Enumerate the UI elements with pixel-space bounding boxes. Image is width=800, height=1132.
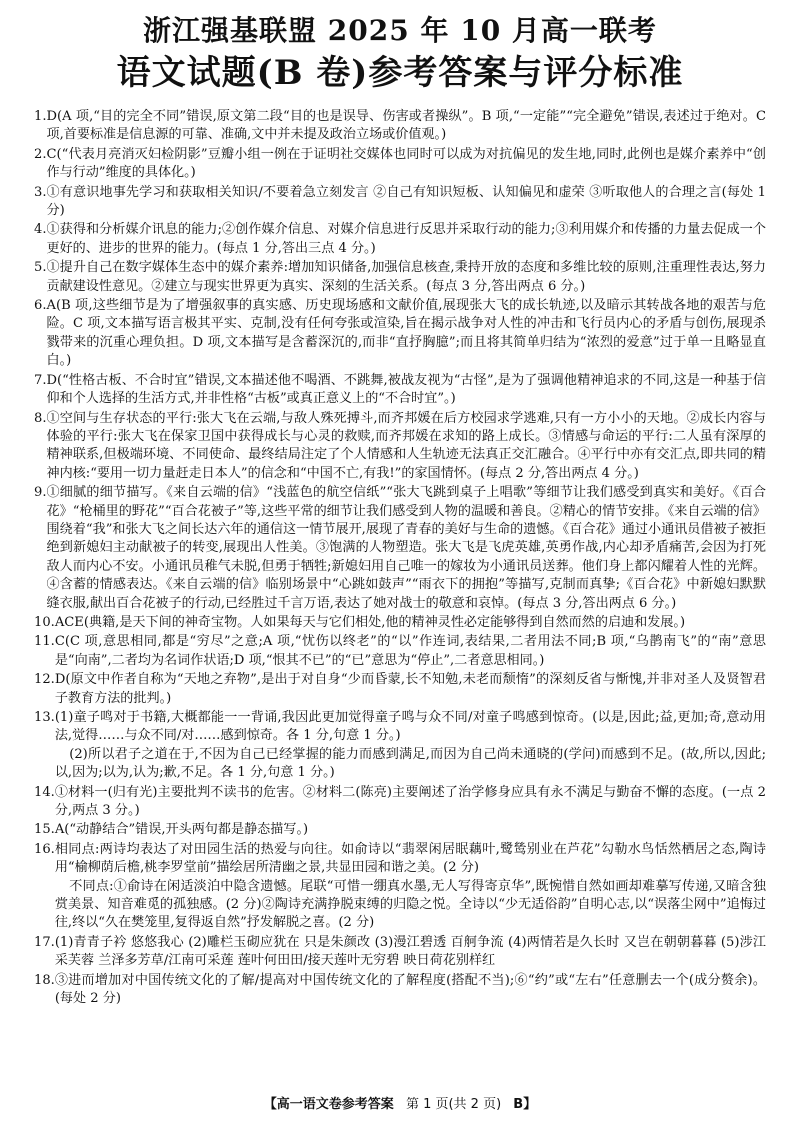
- answer-text: [47, 108, 767, 145]
- page-footer: [0, 1093, 800, 1112]
- answer-item: [34, 410, 766, 484]
- answer-main-text: ①细腻的细节描写。《来自云端的信》“浅蓝色的航空信纸”“张大飞跳到桌子上唱歌”等细节让我们感受到真实和美好。《百合花》“枪桶里的野花”“百合花被子”等,这些平常的细节让我们感受到人物的温暖和善良。②精心的情节安排。《来自云端的信》围绕着“我”和张大飞之间长达六年的通信这一情节展开,展现了青春的美好与生命的遗憾。《百合花》通过小通讯员借被子被拒绝到新媳妇主动献被子的转变,展现出人性美。③饱满的人物塑造。张大飞是飞虎英雄,英勇作战,内心却矛盾痛苦,会因为打死敌人而内心不安。小通讯员稚气未脱,但勇于牺牲;新媳妇用自己唯一的嫁妆为小通讯员送葬。他们身上都闪耀着人性的光辉。④含蓄的情感表达。《来自云端的信》临别场景中“心跳如鼓声”“雨衣下的拥抱”等描写,克制而真挚;《百合花》中新媳妇默默缝衣服,献出百合花被子的行动,已经胜过千言万语,表达了她对战士的敬意和哀悼。(每点 3 分,答出两点 6 分。): [46, 485, 767, 611]
- answer-text: [47, 259, 767, 296]
- answer-item: [34, 784, 766, 821]
- answer-text: [55, 972, 766, 1009]
- answer-item: [34, 184, 766, 221]
- answer-main-text: ①有意识地事先学习和获取相关知识/不要着急立刻发言 ②自己有知识短板、认知偏见和虚荣 ③听取他人的合理之言(每处 1 分): [46, 184, 766, 219]
- answer-number: 4.: [34, 222, 47, 238]
- answer-main-text: 相同点:两诗均表达了对田园生活的热爱与向往。如俞诗以“翡翠闲居眠藕叶,鹭鸶别业在芦花”勾勒水鸟恬然栖居之态,陶诗用“榆柳荫后檐,桃李罗堂前”描绘居所清幽之景,共显田园和谐之美。(2 分): [54, 841, 766, 876]
- answer-item: [34, 671, 766, 708]
- answer-number: 11.: [34, 634, 55, 650]
- answer-main-text: D(A 项,“目的完全不同”错误,原文第二段“目的也是误导、伤害或者操纵”。B 项,“一定能”“完全避免”错误,表述过于绝对。C 项,首要标准是信息源的可靠、准确,文中并未提及政治立场或价值观。): [46, 109, 766, 143]
- answer-text: [55, 841, 766, 933]
- answer-text: [55, 633, 766, 670]
- answer-item: [34, 633, 766, 670]
- answer-item: [34, 821, 766, 839]
- answer-list: [34, 108, 766, 1009]
- answer-number: 16.: [34, 841, 55, 857]
- answer-number: 12.: [34, 672, 55, 688]
- answer-item: [34, 972, 766, 1009]
- answer-main-text: (1)童子鸣对于书籍,大概都能一一背诵,我因此更加觉得童子鸣与众不同/对童子鸣感到惊奇。(以是,因此;益,更加;奇,意动用法,觉得……与众不同/对……感到惊奇。各 1 分,句意 1 分。): [54, 710, 766, 744]
- answer-main-text: ①材料一(归有光)主要批判不读书的危害。②材料二(陈亮)主要阐述了治学修身应具有永不满足与勤奋不懈的态度。(一点 2 分,两点 3 分。): [54, 784, 766, 819]
- answer-text: [55, 614, 766, 632]
- answer-main-text: D(“性格古板、不合时宜”错误,文本描述他不喝酒、不跳舞,被战友视为“古怪”,是为了强调他精神追求的不同,这是一种基于信仰和个人选择的生活方式,并非性格“古板”或真正意义上的“不合时宜”。): [46, 372, 766, 407]
- answer-main-text: D(原文中作者自称为“天地之弃物”,是出于对自身“少而昏蒙,长不知勉,未老而颓惰”的深刻反省与惭愧,并非对圣人及贤智君子教育方法的批判。): [54, 672, 766, 706]
- answer-main-text: C(C 项,意思相同,都是“穷尽”之意;A 项,“忧伤以终老”的“以”作连词,表结果,二者用法不同;B 项,“乌鹊南飞”的“南”意思是“向南”,二者均为名词作状语;D 项,“恨其不已”的“已”意思为“停止”,二者意思相同。): [54, 634, 766, 668]
- footer-course-label: 【高一语文卷参考答案: [263, 1097, 394, 1112]
- answer-item: [34, 259, 766, 296]
- answer-main-text: (1)青青子衿 悠悠我心 (2)雕栏玉砌应犹在 只是朱颜改 (3)漫江碧透 百舸争流 (4)两情若是久长时 又岂在朝朝暮暮 (5)涉江采芙蓉 兰泽多芳草/江南可采莲 莲叶何田田/接天莲叶无穷碧 映日荷花别样红: [54, 934, 766, 969]
- answer-number: 1.: [34, 109, 47, 124]
- answer-number: 18.: [34, 972, 55, 988]
- answer-text: [47, 484, 767, 613]
- answer-text: [47, 221, 767, 258]
- answer-number: 5.: [34, 260, 47, 276]
- answer-text: [47, 184, 767, 221]
- answer-text: [55, 934, 766, 971]
- answer-text: [47, 146, 767, 183]
- answer-number: 17.: [34, 934, 55, 950]
- answer-item: [34, 934, 766, 971]
- answer-item: [34, 297, 766, 371]
- answer-item: [34, 221, 766, 258]
- answer-text: [55, 709, 766, 783]
- answer-main-text: ③进而增加对中国传统文化的了解/提高对中国传统文化的了解程度(搭配不当);⑥“约”或“左右”任意删去一个(成分赘余)。(每处 2 分): [54, 972, 766, 1007]
- answer-item: [34, 841, 766, 933]
- footer-version-label: B】: [513, 1097, 537, 1112]
- answer-main-text: ①获得和分析媒介讯息的能力;②创作媒介信息、对媒介信息进行反思并采取行动的能力;③利用媒介和传播的力量去促成一个更好的、进步的世界的能力。(每点 1 分,答出三点 4 分。): [46, 222, 766, 256]
- answer-item: [34, 709, 766, 783]
- answer-item: [34, 484, 766, 613]
- answer-text: [47, 410, 767, 484]
- answer-number: 13.: [34, 710, 55, 725]
- answer-number: 14.: [34, 784, 55, 800]
- answer-sub-text: (2)所以君子之道在于,不因为自己已经掌握的能力而感到满足,而因为自己尚未通晓的(学问)而感到不足。(故,所以,因此;以,因为;以为,认为;歉,不足。各 1 分,句意 1 分。): [54, 746, 766, 781]
- exam-title: 浙江强基联盟 2025 年 10 月高一联考: [143, 14, 657, 47]
- answer-number: 8.: [34, 410, 47, 426]
- footer-page-number: 第 1 页(共 2 页): [405, 1097, 502, 1112]
- answer-main-text: ACE(典籍,是天下间的神奇宝物。人如果每天与它们相处,他的精神灵性必定能够得到自然而然的启迪和发展。): [54, 614, 686, 630]
- answer-text: [55, 821, 766, 839]
- answer-main-text: A(“动静结合”错误,开头两句都是静态描写。): [54, 822, 309, 838]
- answer-number: 10.: [34, 614, 55, 630]
- answer-item: [34, 614, 766, 632]
- answer-item: [34, 146, 766, 183]
- answer-text: [47, 297, 767, 371]
- answer-number: 15.: [34, 822, 55, 838]
- answer-item: [34, 108, 766, 145]
- answer-item: [34, 372, 766, 409]
- answer-number: 6.: [34, 298, 47, 314]
- answer-main-text: A(B 项,这些细节是为了增强叙事的真实感、历史现场感和文献价值,展现张大飞的成长轨迹,以及暗示其转战各地的艰苦与危险。C 项,文本描写语言极其平实、克制,没有任何夸张或渲染,旨在揭示战争对人性的冲击和飞行员内心的矛盾与创伤,展现杀戮带来的沉重心理负担。D 项,文本描写是含蓄深沉的,而非“直抒胸臆”;而且将其简单归结为“浓烈的爱意”过于单一且略显直白。): [46, 298, 766, 369]
- answer-number: 9.: [34, 485, 47, 501]
- answer-text: [55, 784, 766, 821]
- answer-text: [55, 671, 766, 708]
- answer-number: 7.: [34, 372, 47, 388]
- answer-main-text: ①空间与生存状态的平行:张大飞在云端,与敌人殊死搏斗,而齐邦媛在后方校园求学逃难,只有一方小小的天地。②成长内容与体验的平行:张大飞在保家卫国中获得成长与心灵的救赎,而齐邦媛在求知的路上成长。③情感与命运的平行:二人虽有深厚的精神联系,但极端环境、不同使命、最终结局注定了个人情感和人生轨迹无法真正交汇融合。④平行中亦有交汇点,即共同的精神内核:“要用一切力量赶走日本人”的信念和“中国不亡,有我!”的家国情怀。(每点 2 分,答出两点 4 分。): [46, 410, 766, 481]
- answer-text: [47, 372, 767, 409]
- answer-number: 2.: [34, 146, 47, 162]
- answer-sub-text: 不同点:①俞诗在闲适淡泊中隐含遗憾。尾联“可惜一绷真水墨,无人写得寄京华”,既惋惜自然如画却难摹写传递,又暗含独赏美景、知音难觅的孤独感。(2 分)②陶诗充满挣脱束缚的归隐之悦。全诗以“少无适俗韵”自明心志,以“误落尘网中”追悔过往,终以“久在樊笼里,复得返自然”抒发解脱之喜。(2 分): [54, 878, 766, 931]
- answer-main-text: ①提升自己在数字媒体生态中的媒介素养:增加知识储备,加强信息核查,秉持开放的态度和多维比较的原则,注重理性表达,努力贡献建设性意见。②建立与现实世界更为真实、深刻的生活关系。(每点 3 分,答出两点 6 分。): [46, 260, 766, 294]
- answer-main-text: C(“代表月亮消灭妇检阴影”豆瓣小组一例在于证明社交媒体也同时可以成为对抗偏见的发生地,同时,此例也是媒介素养中“创作与行动”维度的具体化。): [46, 146, 766, 181]
- answer-number: 3.: [34, 184, 47, 200]
- document-title: 语文试题(B 卷)参考答案与评分标准: [116, 53, 684, 93]
